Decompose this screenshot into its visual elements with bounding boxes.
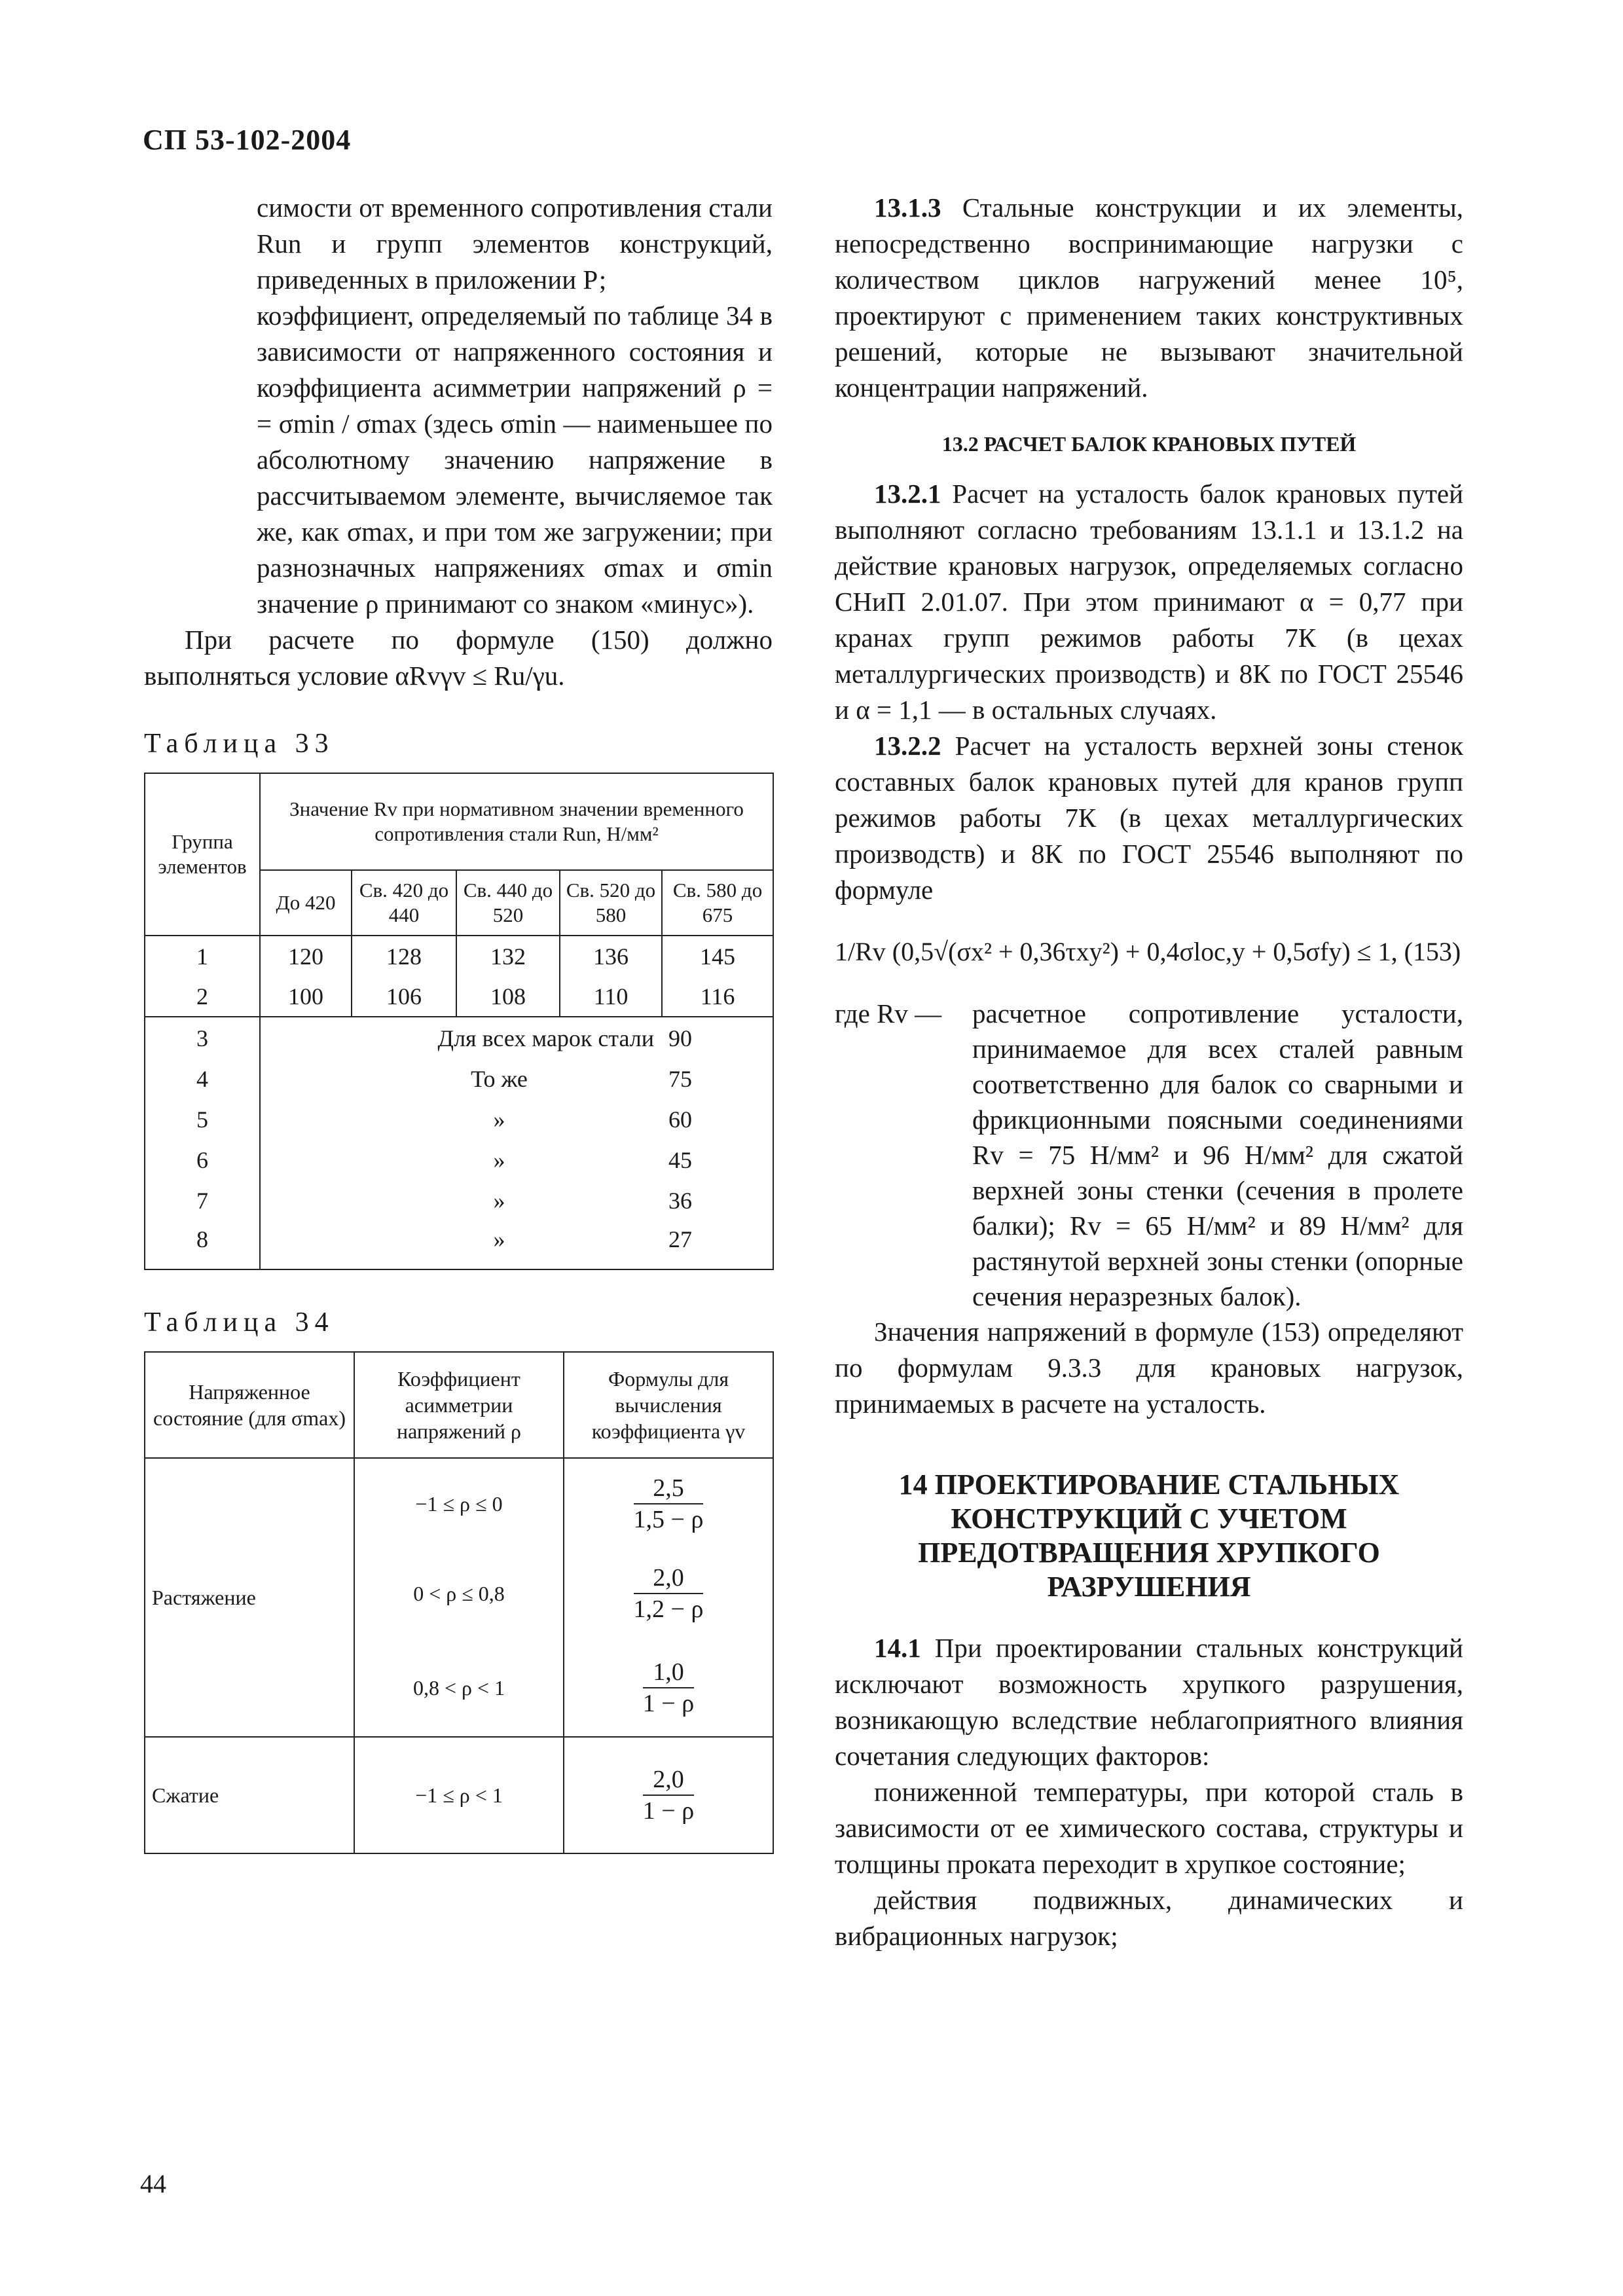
table33-value-cell: 60 xyxy=(662,1099,773,1140)
fraction-numerator: 2,0 xyxy=(643,1764,694,1796)
table33-steel-label: То же xyxy=(260,1059,662,1099)
intro-paragraph: симости от временного сопротивления стали Run и групп элементов конструкций, приведенных в приложении Р; xyxy=(257,192,773,295)
table33-value-cell: 136 xyxy=(560,936,662,976)
document-header: СП 53-102-2004 xyxy=(143,124,352,156)
table33-value-cell: 27 xyxy=(662,1221,773,1269)
table33-value-cell: 116 xyxy=(662,976,773,1017)
table34-range-cell: −1 ≤ ρ < 1 xyxy=(354,1737,564,1853)
fraction-denominator: 1,5 − ρ xyxy=(633,1505,704,1533)
clause-text: При проектировании стальных конструкций исключают возможность хрупкого разрушения, возникающую вследствие неблагоприятного влияния сочетания следующих факторов: xyxy=(835,1633,1463,1771)
table34-formula-cell xyxy=(564,1548,773,1639)
left-column xyxy=(144,190,773,1854)
clause-13-1-3 xyxy=(835,190,1463,406)
table34-header: Напряженное состояние (для σmax) xyxy=(145,1352,354,1458)
table33-steel-label: » xyxy=(260,1221,662,1269)
table33-value-cell: 128 xyxy=(352,936,456,976)
table33-group-cell: 3 xyxy=(145,1017,260,1059)
table34-header: Коэффициент асимметрии напряжений ρ xyxy=(354,1352,564,1458)
fraction-numerator: 2,0 xyxy=(634,1563,704,1594)
table33-col-header: Св. 420 до 440 xyxy=(352,870,456,936)
where-label: где Rv — xyxy=(835,998,942,1029)
table33-value-cell: 45 xyxy=(662,1140,773,1180)
table33-value-cell: 145 xyxy=(662,936,773,976)
table-34 xyxy=(144,1351,774,1854)
fraction-numerator: 1,0 xyxy=(643,1657,694,1688)
fraction xyxy=(634,1563,704,1624)
condition-paragraph: При расчете по формуле (150) должно выполняться условие αRvγv ≤ Ru/γu. xyxy=(144,625,773,691)
table33-col-header: Св. 440 до 520 xyxy=(456,870,560,936)
clause-number: 13.1.3 xyxy=(874,192,941,223)
table33-value-cell: 110 xyxy=(560,976,662,1017)
table-33 xyxy=(144,773,774,1270)
right-column xyxy=(835,190,1463,1954)
table33-value-cell: 90 xyxy=(662,1017,773,1059)
table33-group-cell: 7 xyxy=(145,1180,260,1221)
clause-text: Расчет на усталость балок крановых путей выполняют согласно требованиям 13.1.1 и 13.1.2 на действие крановых нагрузок, определяемых согласно СНиП 2.01.07. При этом принимают α = 0,77 при кранах групп режимов работы 7К (в цехах металлургических производств) и 8К по ГОСТ 25546 и α = 1,1 — в остальных случаях. xyxy=(835,479,1464,725)
table33-value-cell: 120 xyxy=(260,936,352,976)
table33-steel-label: » xyxy=(260,1099,662,1140)
fraction xyxy=(634,1473,704,1535)
table34-formula-cell xyxy=(564,1458,773,1548)
clause-13-2-1 xyxy=(835,476,1463,728)
table34-state-cell: Растяжение xyxy=(145,1458,354,1737)
table33-group-cell: 5 xyxy=(145,1099,260,1140)
section-14-title: 14 ПРОЕКТИРОВАНИЕ СТАЛЬНЫХ КОНСТРУКЦИЙ С УЧЕТОМ ПРЕДОТВРАЩЕНИЯ ХРУПКОГО РАЗРУШЕНИЯ xyxy=(898,1468,1400,1603)
table34-header: Формулы для вычисления коэффициента γv xyxy=(564,1352,773,1458)
table33-caption: Таблица 33 xyxy=(144,729,335,759)
table34-range-cell: 0 < ρ ≤ 0,8 xyxy=(354,1548,564,1639)
table33-steel-label: » xyxy=(260,1140,662,1180)
where-text: расчетное сопротивление усталости, принимаемое для всех сталей равным соответственно для балок со сварными и фрикционными поясными соединениями Rv = 75 Н/мм² и 96 Н/мм² для сжатой верхней зоны стенки (сечения в пролете балки); Rv = 65 Н/мм² и 89 Н/мм² для растянутой верхней зоны стенки (опорные сечения неразрезных балок). xyxy=(972,998,1463,1311)
table33-value-cell: 132 xyxy=(456,936,560,976)
fraction-denominator: 1 − ρ xyxy=(642,1689,695,1717)
clause-text: Расчет на усталость верхней зоны стенок составных балок крановых путей для кранов групп режимов работы 7К (в цехах металлургических производств) и 8К по ГОСТ 25546 выполняют по формуле xyxy=(835,731,1464,905)
clause-text: Стальные конструкции и их элементы, непосредственно воспринимающие нагрузки с количеством циклов нагружений менее 10⁵, проектируют с применением таких конструктивных решений, которые не вызывают значительной концентрации напряжений. xyxy=(835,192,1464,403)
clause-13-2-2 xyxy=(835,728,1463,908)
table33-steel-label: » xyxy=(260,1180,662,1221)
fraction xyxy=(643,1764,694,1826)
factor-dynamic-loads: действия подвижных, динамических и вибрационных нагрузок; xyxy=(835,1885,1463,1951)
table33-group-cell: 8 xyxy=(145,1221,260,1269)
clause-number: 14.1 xyxy=(874,1633,921,1663)
table33-steel-label: Для всех марок стали xyxy=(260,1017,662,1059)
table34-caption: Таблица 34 xyxy=(144,1307,335,1338)
table34-state-cell: Сжатие xyxy=(145,1737,354,1853)
table33-value-header: Значение Rv при нормативном значении временного сопротивления стали Run, Н/мм² xyxy=(260,773,773,870)
table33-group-cell: 4 xyxy=(145,1059,260,1099)
stress-values-paragraph: Значения напряжений в формуле (153) определяют по формулам 9.3.3 для крановых нагрузок, принимаемых в расчете на усталость. xyxy=(835,1317,1463,1419)
clause-number: 13.2.1 xyxy=(874,479,941,509)
subsection-13-2-title: 13.2 РАСЧЕТ БАЛОК КРАНОВЫХ ПУТЕЙ xyxy=(941,432,1357,456)
clause-number: 13.2.2 xyxy=(874,731,941,761)
table33-value-cell: 106 xyxy=(352,976,456,1017)
coefficient-paragraph: коэффициент, определяемый по таблице 34 в зависимости от напряженного состояния и коэффициента асимметрии напряжений ρ = = σmin / σmax (здесь σmin — наименьшее по абсолютному значению напряжение в рассчитываемом элементе, вычисляемое так же, как σmax, и при том же загружении; при разнозначных напряжениях σmax и σmin значение ρ принимают со знаком «минус»). xyxy=(257,301,773,619)
table33-group-cell: 6 xyxy=(145,1140,260,1180)
table34-formula-cell xyxy=(564,1639,773,1737)
table33-col-header: До 420 xyxy=(260,870,352,936)
fraction xyxy=(643,1657,694,1719)
table33-value-cell: 75 xyxy=(662,1059,773,1099)
table33-col-header: Св. 520 до 580 xyxy=(560,870,662,936)
factor-low-temperature: пониженной температуры, при которой сталь в зависимости от ее химического состава, структуры и толщины проката переходит в хрупкое состояние; xyxy=(835,1777,1463,1879)
fraction-denominator: 1,2 − ρ xyxy=(633,1595,704,1623)
table33-value-cell: 36 xyxy=(662,1180,773,1221)
fraction-denominator: 1 − ρ xyxy=(642,1797,695,1825)
table33-group-cell: 2 xyxy=(145,976,260,1017)
formula-153: 1/Rv (0,5√(σx² + 0,36τxy²) + 0,4σloc,y + 0,5σfy) ≤ 1, (153) xyxy=(835,937,1461,966)
clause-14-1 xyxy=(835,1630,1463,1774)
where-definition xyxy=(835,996,1463,1314)
page-number: 44 xyxy=(140,2169,166,2198)
table33-value-cell: 108 xyxy=(456,976,560,1017)
table34-formula-cell xyxy=(564,1737,773,1853)
table34-range-cell: 0,8 < ρ < 1 xyxy=(354,1639,564,1737)
table34-range-cell: −1 ≤ ρ ≤ 0 xyxy=(354,1458,564,1548)
table33-group-header: Группа элементов xyxy=(145,773,260,936)
table33-col-header: Св. 580 до 675 xyxy=(662,870,773,936)
fraction-numerator: 2,5 xyxy=(634,1473,704,1504)
table33-value-cell: 100 xyxy=(260,976,352,1017)
table33-group-cell: 1 xyxy=(145,936,260,976)
